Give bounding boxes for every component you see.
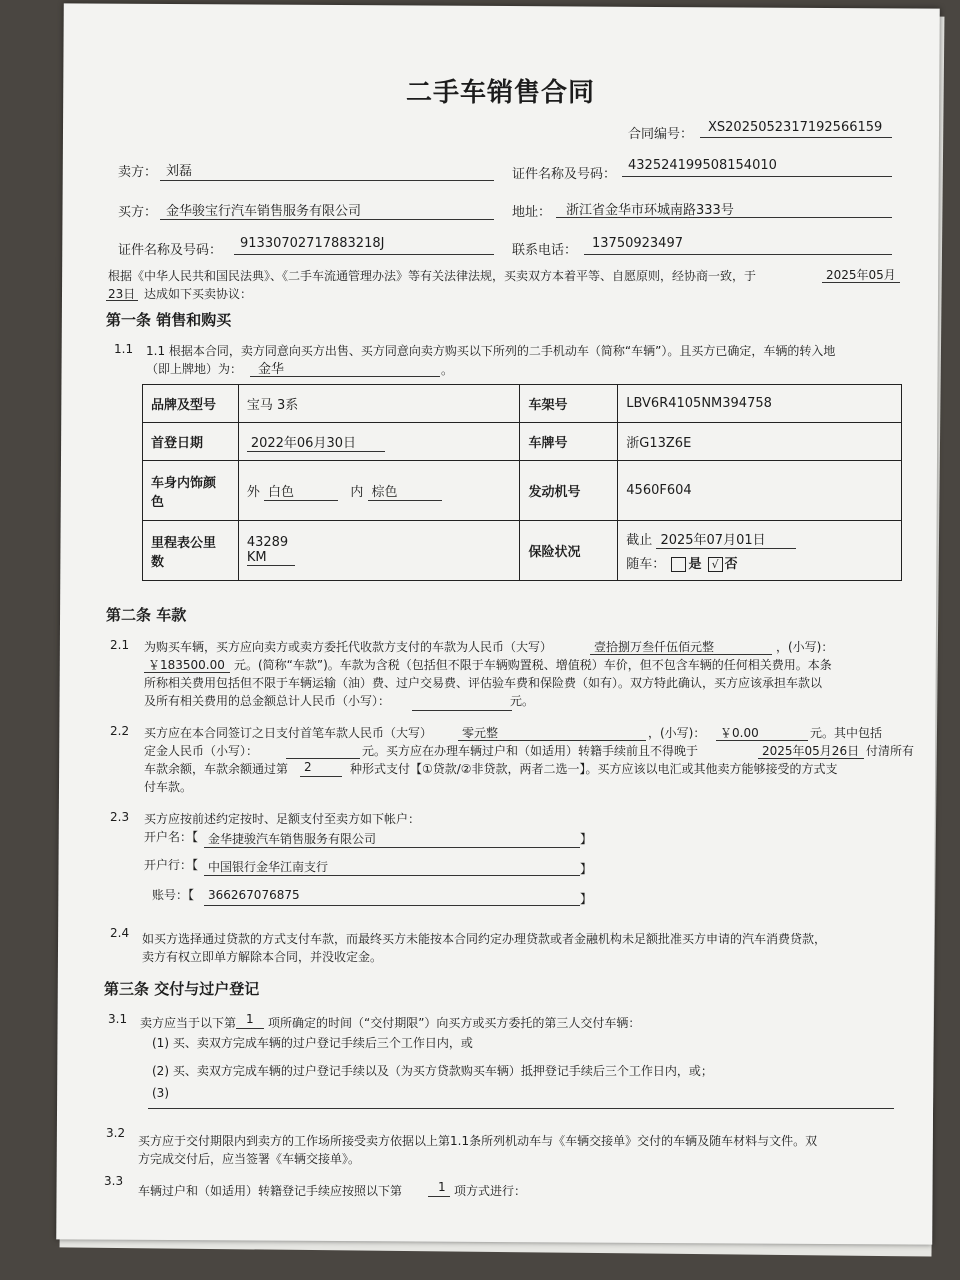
clause-3-2-text-a: 买方应于交付期限内到卖方的工作场所接受卖方依据以上第1.1条所列机动车与《车辆交接单》交付的车辆及随车材料与文件。双 [138,1134,818,1148]
preamble-date-underline [822,268,900,283]
buyer-id-label: 证件名称及号码： [118,243,223,258]
payment-method-underline [300,762,342,777]
color-label-a: 车身内饰颜 [151,475,217,491]
no-checkbox: √ [708,557,723,572]
account-no-underline [204,890,580,906]
insurance-cell [618,521,902,581]
transfer-item-underline [428,1182,450,1197]
preamble-date-a: 2025年05月 [826,268,896,282]
price-upper-underline [590,640,772,655]
mileage-label-cell [143,521,239,581]
clause-2-2-text-a: 买方应在本合同签订之日支付首笔车款人民币（大写） [144,726,433,740]
clause-2-2-text-g: 种形式支付【①贷款/②非贷款，两者二选一】。买方应该以电汇或其他卖方能够接受的方式支 [350,762,838,776]
clause-1-1-end: 。 [441,363,454,377]
delivery-item-underline [236,1014,264,1029]
clause-2-4-text-b: 卖方有权立即单方解除本合同，并没收定金。 [142,950,383,964]
mileage-value: 43289 KM [247,535,295,566]
clause-2-4-text-a: 如买方选择通过贷款的方式支付车款，而最终买方未能按本合同约定办理贷款或者金融机构未足额批准买方申请的汽车消费贷款， [142,932,827,946]
payment-method: 2 [304,760,312,774]
yes-label: 是 [688,557,702,572]
insurance-with-label: 随车： [626,557,666,572]
preamble-date-b: 23日 [108,287,136,301]
price-upper: 壹拾捌万叁仟伍佰元整 [594,640,715,654]
mileage-cell [238,521,520,581]
inner-color: 棕色 [368,481,442,501]
address-underline [556,201,892,218]
seller-id: 432524199508154010 [628,158,777,173]
contract-page [56,3,940,1244]
table-row [143,521,902,581]
buyer-id-underline [234,238,494,255]
reg-date-cell [238,423,520,461]
total-amount-underline [412,696,512,711]
article-2-title: 第二条 车款 [106,606,187,624]
clause-2-1-text-c: 所称相关费用包括但不限于车辆运输（油）费、过户交易费、评估验车费和保险费（如有）。双方特此确认，买方应该承担车款以 [144,676,823,690]
plate-label: 车牌号 [520,423,618,461]
reg-date-value: 2022年06月30日 [247,432,385,452]
preamble-text: 根据《中华人民共和国民法典》、《二手车流通管理办法》等有关法律法规，买卖双方本着平等、自愿原则，经协商一致，于 [108,269,757,283]
brand-value: 宝马 3系 [238,385,520,423]
mileage-label-a: 里程表公里 [151,535,217,551]
account-bank-close: 】 [580,862,593,876]
yes-checkbox [671,557,686,572]
account-no: 366267076875 [208,888,300,902]
price-small-label: ，(小写)： [776,640,834,654]
table-row [143,385,902,423]
down-payment-small-label: ，(小写)： [648,726,706,740]
seller-underline [160,164,494,181]
phone-underline [584,238,892,255]
clause-2-2-text-e: 付清所有 [866,744,915,758]
final-payment-date: 2025年05月26日 [762,744,860,758]
inner-label: 内 [350,484,364,500]
mileage-label-b: 数 [151,554,165,570]
clause-2-2-text-b: 元。其中包括 [810,726,883,740]
reg-date-label: 首登日期 [143,423,239,461]
clause-2-2-text-c: 定金人民币（小写）： [144,744,259,758]
color-cell [238,461,520,521]
insurance-label: 保险状况 [520,521,618,581]
clause-2-1-text-d: 及所有相关费用的总金额总计人民币（小写）： [144,694,391,708]
outer-color: 白色 [264,481,338,501]
clause-1-1-text-b: （即上牌地）为： [146,362,243,376]
clause-2-2-number: 2.2 [110,724,130,738]
clause-1-1-number: 1.1 [114,342,134,356]
deposit-underline [286,744,360,759]
clause-2-1-text-e: 元。 [510,694,535,708]
color-label-cell [143,461,239,521]
color-label-b: 色 [151,494,165,510]
contract-no-underline [700,121,892,138]
outer-label: 外 [246,484,260,500]
clause-3-3-text-a: 车辆过户和（如适用）转籍登记手续应按照以下第 [138,1184,403,1198]
table-row [143,423,902,461]
vin-label: 车架号 [520,385,618,423]
buyer-underline [160,203,494,220]
clause-2-1-text-b: 元。(简称“车款”)。车款为含税（包括但不限于车辆购置税、增值税）车价，但不包含车辆的任何相关费用。本条 [234,658,832,672]
insurance-until: 2025年07月01日 [656,529,796,549]
engine-label: 发动机号 [520,461,618,521]
brand-label: 品牌及型号 [143,385,239,423]
preamble-end: 达成如下买卖协议： [144,287,253,301]
clause-2-2-text-f: 车款余额，车款余额通过第 [144,762,289,776]
seller-label: 卖方： [118,165,158,180]
clause-2-1-text-a: 为购买车辆，买方应向卖方或卖方委托代收款方支付的车款为人民币（大写） [144,640,553,654]
clause-3-3-number: 3.3 [104,1174,124,1188]
transfer-place-underline [250,360,440,377]
price-amount-underline [144,658,230,673]
clause-3-3-text-b: 项方式进行： [454,1184,527,1198]
buyer-id: 91330702717883218J [240,236,385,251]
price-amount: ￥183500.00 [148,658,225,672]
clause-3-1-text-a: 卖方应当于以下第 [140,1016,237,1030]
clause-2-3-text: 买方应按前述约定按时、足额支付至卖方如下帐户： [144,812,421,826]
clause-3-1-number: 3.1 [108,1012,128,1026]
clause-2-1-number: 2.1 [110,638,130,652]
down-payment-underline [716,726,808,741]
clause-3-1-option-3: (3) [152,1086,169,1100]
buyer-name: 金华骏宝行汽车销售服务有限公司 [166,204,362,219]
clause-3-1-text-b: 项所确定的时间（“交付期限”）向买方或买方委托的第三人交付车辆： [268,1016,641,1030]
address-label: 地址： [512,205,552,220]
table-row [143,461,902,521]
preamble-date-b-underline [106,286,138,301]
clause-3-1-option-2: (2) 买、卖双方完成车辆的过户登记手续以及（为买方贷款购买车辆）抵押登记手续后三个工作日内，或； [152,1064,713,1078]
vin-value: LBV6R4105NM394758 [618,385,902,423]
seller-id-underline [622,160,892,177]
plate-value: 浙G13Z6E [618,423,902,461]
engine-value: 4560F604 [618,461,902,521]
seller-id-label: 证件名称及号码： [512,167,617,182]
transfer-place: 金华 [258,362,285,377]
clause-2-2-text-d: 元。买方应在办理车辆过户和（如适用）转籍手续前且不得晚于 [362,744,699,758]
article-3-title: 第三条 交付与过户登记 [104,980,260,998]
down-payment-amount: ￥0.00 [720,726,759,740]
down-payment-upper: 零元整 [462,726,499,740]
seller-name: 刘磊 [166,164,193,179]
account-bank: 中国银行金华江南支行 [208,860,329,874]
buyer-phone: 13750923497 [592,236,683,251]
account-name-label: 开户名：【 [144,830,199,844]
contract-title: 二手车销售合同 [406,78,596,108]
final-payment-date-underline [758,744,864,759]
option-3-underline [148,1094,894,1109]
delivery-item: 1 [246,1012,254,1026]
clause-3-2-number: 3.2 [106,1126,126,1140]
account-no-close: 】 [580,892,593,906]
no-label: 否 [724,557,738,572]
insurance-until-label: 截止 [626,533,653,548]
article-1-title: 第一条 销售和购买 [106,311,232,329]
down-payment-upper-underline [458,726,646,741]
account-name-close: 】 [580,832,593,846]
clause-3-2-text-b: 方完成交付后，应当签署《车辆交接单》。 [138,1152,361,1166]
contract-no: XS2025052317192566159 [708,120,883,135]
vehicle-info-table [142,384,902,581]
clause-1-1-text: 1.1 根据本合同，卖方同意向买方出售、买方同意向卖方购买以下所列的二手机动车（简称“车辆”）。且买方已确定，车辆的转入地 [146,344,836,358]
account-bank-underline [204,860,580,876]
buyer-address: 浙江省金华市环城南路333号 [566,203,734,218]
clause-2-3-number: 2.3 [110,810,130,824]
clause-3-1-option-1: (1) 买、卖双方完成车辆的过户登记手续后三个工作日内，或 [152,1036,473,1050]
account-name: 金华捷骏汽车销售服务有限公司 [208,832,377,846]
account-bank-label: 开户行：【 [144,858,199,872]
contract-no-label: 合同编号： [628,127,694,142]
clause-2-4-number: 2.4 [110,926,130,940]
transfer-item: 1 [438,1180,446,1194]
account-name-underline [204,832,580,848]
account-no-label: 账号：【 [152,888,195,902]
phone-label: 联系电话： [512,243,578,258]
buyer-label: 买方： [118,205,158,220]
clause-2-2-text-h: 付车款。 [144,780,193,794]
